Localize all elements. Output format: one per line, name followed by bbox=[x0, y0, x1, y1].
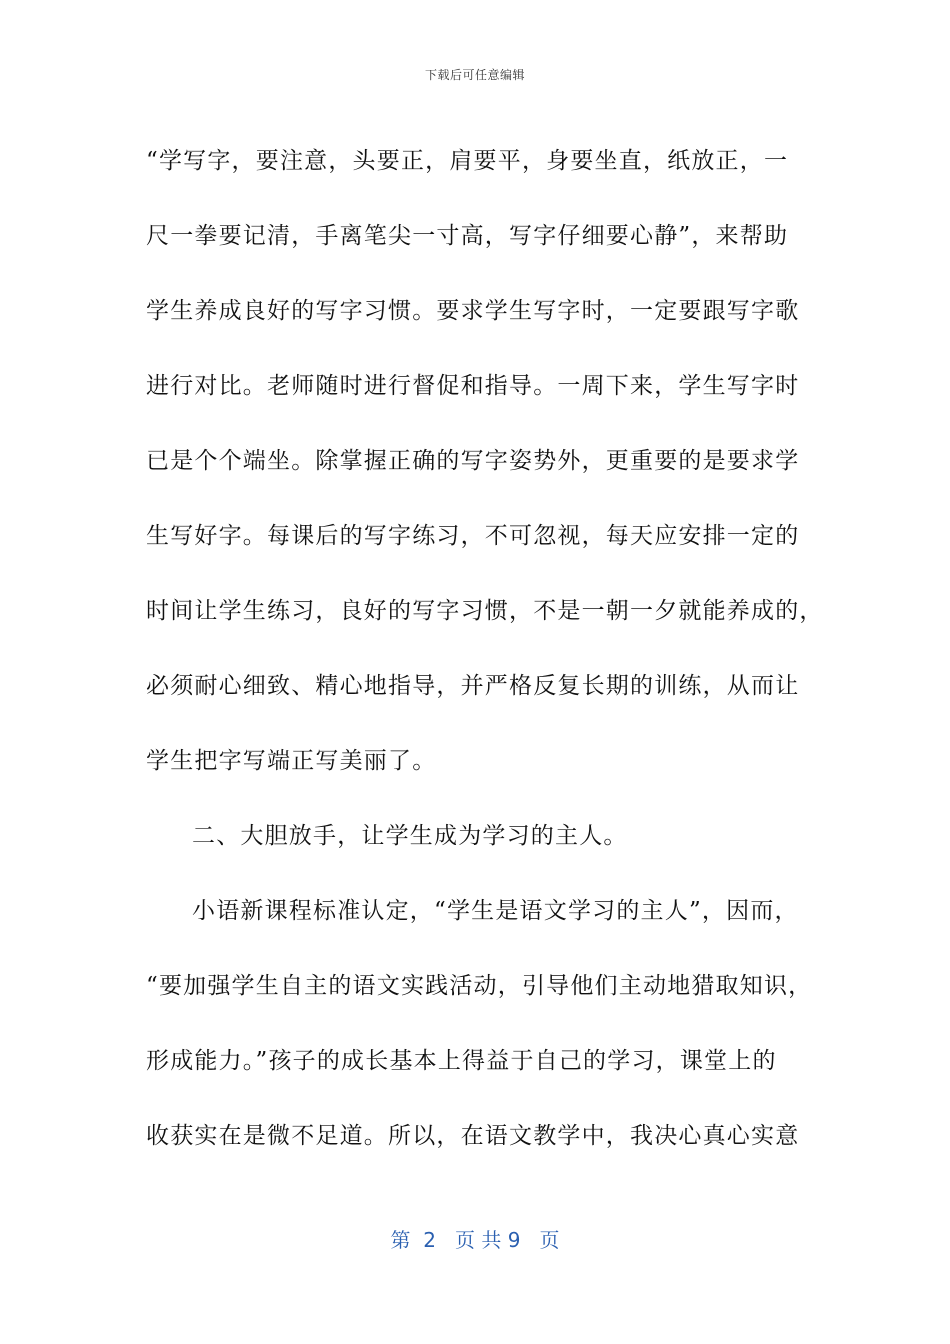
body-text bbox=[146, 124, 824, 1174]
section-heading: 二、大胆放手，让学生成为学习的主人。 bbox=[192, 823, 628, 849]
text-line: 时间让学生练习，良好的写字习惯，不是一朝一夕就能养成的， bbox=[146, 598, 824, 624]
text-line: 生写好字。每课后的写字练习，不可忽视，每天应安排一定的 bbox=[146, 523, 800, 549]
text-line: 收获实在是微不足道。所以，在语文教学中，我决心真心实意 bbox=[146, 1123, 800, 1149]
text-line: 形成能力。”孩子的成长基本上得益于自己的学习，课堂上的 bbox=[146, 1048, 777, 1074]
text-line: 学生养成良好的写字习惯。要求学生写字时，一定要跟写字歌 bbox=[146, 298, 800, 324]
text-line: 学生把字写端正写美丽了。 bbox=[146, 748, 437, 774]
text-line: 尺一拳要记清，手离笔尖一寸高，写字仔细要心静”，来帮助 bbox=[146, 223, 789, 249]
text-line: 小语新课程标准认定，“学生是语文学习的主人”，因而， bbox=[192, 898, 799, 924]
page-number-footer: 第 2 页 共 9 页 bbox=[390, 1228, 560, 1252]
text-line: “要加强学生自主的语文实践活动，引导他们主动地猎取知识， bbox=[146, 973, 813, 999]
text-line: “学写字，要注意，头要正，肩要平，身要坐直，纸放正，一 bbox=[146, 148, 789, 174]
header-note: 下载后可任意编辑 bbox=[424, 68, 525, 82]
text-line: 进行对比。老师随时进行督促和指导。一周下来，学生写字时 bbox=[146, 373, 800, 399]
text-line: 已是个个端坐。除掌握正确的写字姿势外，更重要的是要求学 bbox=[146, 448, 800, 474]
text-line: 必须耐心细致、精心地指导，并严格反复长期的训练，从而让 bbox=[146, 673, 800, 699]
